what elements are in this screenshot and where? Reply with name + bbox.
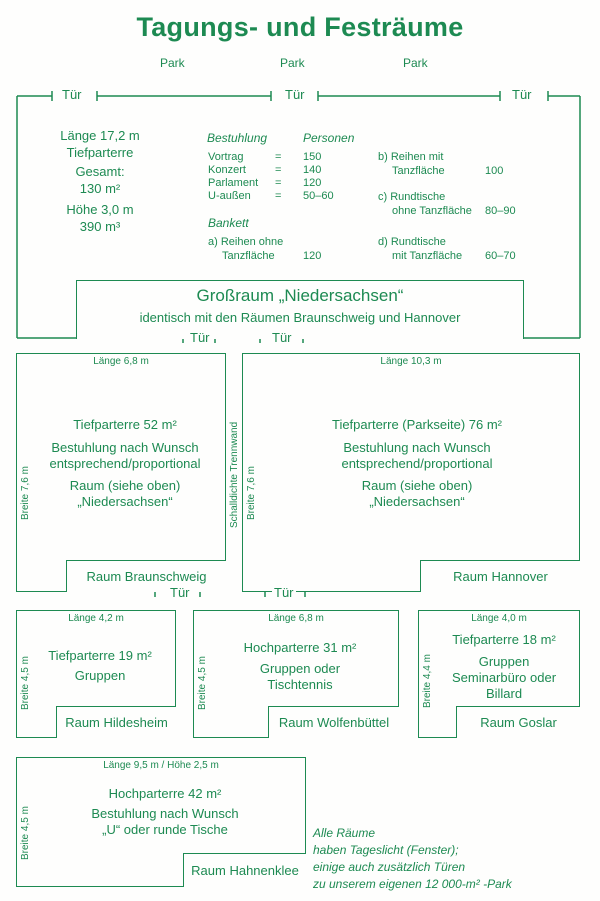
braunschweig-info-2: Bestuhlung nach Wunsch bbox=[51, 440, 199, 455]
grossraum-name: Großraum „Niedersachsen“ bbox=[196, 286, 404, 305]
bankett-d-line1: d) Rundtische bbox=[378, 236, 446, 248]
bestuhlung-row-label: Konzert bbox=[208, 164, 246, 176]
page-title: Tagungs- und Festräume bbox=[136, 12, 464, 42]
hannover-width: Breite 7,6 m bbox=[246, 466, 257, 520]
door-label-top-left: Tür bbox=[62, 87, 82, 102]
door-label-bottom-right: Tür bbox=[272, 330, 292, 345]
braunschweig-info-3: entsprechend/proportional bbox=[49, 456, 201, 471]
bankett-a-line2: Tanzfläche bbox=[222, 250, 275, 262]
bestuhlung-row-eq: = bbox=[275, 164, 282, 176]
hildesheim-length: Länge 4,2 m bbox=[68, 613, 124, 624]
note-line-3: einige auch zusätzlich Türen bbox=[313, 860, 466, 874]
goslar-width: Breite 4,4 m bbox=[422, 654, 433, 708]
grossraum-label-box bbox=[76, 280, 524, 339]
soundproof-wall-label: Schalldichte Trennwand bbox=[229, 421, 240, 528]
bestuhlung-row-label: Parlament bbox=[208, 177, 259, 189]
braunschweig-length: Länge 6,8 m bbox=[93, 356, 149, 367]
bankett-b-line1: b) Reihen mit bbox=[378, 151, 444, 163]
door-label-bottom-left: Tür bbox=[190, 330, 210, 345]
braunschweig-info-4: Raum (siehe oben) bbox=[69, 478, 181, 493]
bestuhlung-row-eq: = bbox=[275, 151, 282, 163]
bankett-c-value: 80–90 bbox=[485, 205, 516, 217]
bankett-c-line1: c) Rundtische bbox=[378, 191, 446, 203]
bestuhlung-row-value: 50–60 bbox=[303, 190, 334, 202]
goslar-length: Länge 4,0 m bbox=[471, 613, 527, 624]
hildesheim-info-2: Gruppen bbox=[74, 668, 126, 683]
bankett-header: Bankett bbox=[208, 216, 249, 230]
hannover-info-3: entsprechend/proportional bbox=[341, 456, 493, 471]
bankett-a-value: 120 bbox=[303, 250, 322, 262]
bestuhlung-row-value: 120 bbox=[303, 177, 322, 189]
bestuhlung-row-label: U-außen bbox=[208, 190, 251, 202]
grossraum-floor: Tiefparterre bbox=[66, 145, 134, 160]
grossraum-height: Höhe 3,0 m bbox=[66, 202, 134, 217]
door-label-hannover: Tür bbox=[274, 585, 294, 600]
wolfenbuettel-info-1: Hochparterre 31 m² bbox=[243, 640, 357, 655]
door-label-braunschweig: Tür bbox=[170, 585, 190, 600]
braunschweig-info-5: „Niedersachsen“ bbox=[77, 494, 173, 509]
wolfenbuettel-width: Breite 4,5 m bbox=[197, 656, 208, 710]
wolfenbuettel-info-3: Tischtennis bbox=[267, 677, 333, 692]
hannover-name-label: Raum Hannover bbox=[420, 560, 580, 592]
hahnenklee-name-label: Raum Hahnenklee bbox=[183, 853, 306, 887]
bestuhlung-row-value: 140 bbox=[303, 164, 322, 176]
wolfenbuettel-info-2: Gruppen oder bbox=[259, 661, 341, 676]
wolfenbuettel-name-label: Raum Wolfenbüttel bbox=[268, 706, 399, 738]
grossraum-volume: 390 m³ bbox=[79, 219, 121, 234]
bankett-b-value: 100 bbox=[485, 165, 504, 177]
hahnenklee-info-1: Hochparterre 42 m² bbox=[108, 786, 222, 801]
door-label-top-right: Tür bbox=[512, 87, 532, 102]
note-line-2: haben Tageslicht (Fenster); bbox=[313, 843, 459, 857]
goslar-info-1: Tiefparterre 18 m² bbox=[452, 632, 556, 647]
goslar-name-label: Raum Goslar bbox=[456, 706, 580, 738]
bankett-c-line2: ohne Tanzfläche bbox=[392, 205, 472, 217]
hannover-info-4: Raum (siehe oben) bbox=[361, 478, 473, 493]
goslar-info-2: Gruppen bbox=[478, 654, 530, 669]
hahnenklee-info-3: „U“ oder runde Tische bbox=[102, 822, 228, 837]
hannover-info-5: „Niedersachsen“ bbox=[369, 494, 465, 509]
bankett-a-line1: a) Reihen ohne bbox=[208, 236, 284, 248]
bestuhlung-header: Bestuhlung bbox=[207, 131, 268, 145]
bankett-d-line2: mit Tanzfläche bbox=[392, 250, 463, 262]
goslar-info-3: Seminarbüro oder bbox=[451, 670, 557, 685]
room-braunschweig bbox=[16, 353, 226, 592]
braunschweig-name-label: Raum Braunschweig bbox=[66, 560, 226, 592]
hannover-info-2: Bestuhlung nach Wunsch bbox=[343, 440, 491, 455]
hahnenklee-info-2: Bestuhlung nach Wunsch bbox=[91, 806, 239, 821]
room-hannover bbox=[242, 353, 580, 592]
note-line-4: zu unserem eigenen 12 000-m² -Park bbox=[313, 877, 512, 891]
braunschweig-info-1: Tiefparterre 52 m² bbox=[73, 417, 177, 432]
note-line-1: Alle Räume bbox=[313, 826, 376, 840]
park-label-left: Park bbox=[160, 56, 185, 70]
grossraum-length: Länge 17,2 m bbox=[60, 128, 140, 143]
bankett-b-line2: Tanzfläche bbox=[392, 165, 445, 177]
hannover-length: Länge 10,3 m bbox=[380, 356, 442, 367]
bestuhlung-row-eq: = bbox=[275, 177, 282, 189]
braunschweig-width: Breite 7,6 m bbox=[20, 466, 31, 520]
hahnenklee-length-height: Länge 9,5 m / Höhe 2,5 m bbox=[103, 760, 219, 771]
bestuhlung-row-eq: = bbox=[275, 190, 282, 202]
hildesheim-name-label: Raum Hildesheim bbox=[56, 706, 176, 738]
wolfenbuettel-length: Länge 6,8 m bbox=[268, 613, 324, 624]
grossraum-subtitle: identisch mit den Räumen Braunschweig und Hannover bbox=[139, 310, 461, 325]
hannover-info-1: Tiefparterre (Parkseite) 76 m² bbox=[331, 417, 502, 432]
grossraum-total-label: Gesamt: bbox=[75, 164, 125, 179]
hildesheim-info-1: Tiefparterre 19 m² bbox=[48, 648, 152, 663]
park-label-center: Park bbox=[280, 56, 305, 70]
bestuhlung-row-label: Vortrag bbox=[208, 151, 244, 163]
door-label-top-center: Tür bbox=[285, 87, 305, 102]
bestuhlung-row-value: 150 bbox=[303, 151, 322, 163]
personen-header: Personen bbox=[303, 131, 355, 145]
hahnenklee-width: Breite 4,5 m bbox=[20, 806, 31, 860]
bankett-d-value: 60–70 bbox=[485, 250, 516, 262]
hildesheim-width: Breite 4,5 m bbox=[20, 656, 31, 710]
goslar-info-4: Billard bbox=[485, 686, 523, 701]
grossraum-area: 130 m² bbox=[79, 181, 121, 196]
park-label-right: Park bbox=[403, 56, 428, 70]
